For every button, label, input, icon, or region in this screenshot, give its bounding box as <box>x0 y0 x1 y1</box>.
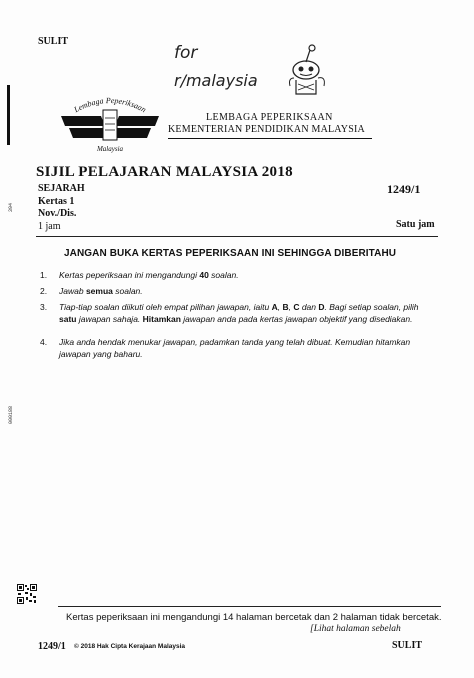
instruction-item: 2. Jawab semua soalan. <box>40 286 143 296</box>
instruction-number: 3. <box>40 302 48 312</box>
instruction-number: 2. <box>40 286 48 296</box>
sulit-label-top: SULIT <box>38 36 69 47</box>
side-serial-lower: 000188 <box>8 405 14 424</box>
exam-paper: Kertas 1 <box>38 196 75 207</box>
page-count-note: Kertas peperiksaan ini mengandungi 14 halaman bercetak dan 2 halaman tidak bercetak. <box>66 612 442 623</box>
exam-title: SIJIL PELAJARAN MALAYSIA 2018 <box>36 164 293 180</box>
exam-code: 1249/1 <box>387 182 421 196</box>
sulit-label-bottom: SULIT <box>392 640 423 651</box>
footer-exam-code: 1249/1 <box>38 641 66 652</box>
mascot-doodle-icon <box>286 42 332 98</box>
qr-code-icon <box>17 584 37 604</box>
exam-duration-numeric: 1 jam <box>38 221 61 232</box>
header-underline <box>168 138 372 139</box>
organization-ministry: KEMENTERIAN PENDIDIKAN MALAYSIA <box>168 124 365 135</box>
side-serial-upper: 394 <box>8 202 14 212</box>
instruction-item: 1. Kertas peperiksaan ini mengandungi 40 soalan. <box>40 270 239 280</box>
next-page-note: [Lihat halaman sebelah <box>310 624 401 634</box>
footer-copyright: © 2018 Hak Cipta Kerajaan Malaysia <box>74 643 186 650</box>
logo-bottom-text: Malaysia <box>96 145 124 153</box>
instruction-item: 4. Jika anda hendak menukar jawapan, padamkan tanda yang telah dibuat. Kemudian hitamkan jawapan yang baharu. <box>40 337 411 360</box>
logo-arc-text: Lembaga Peperiksaan <box>72 95 148 115</box>
organization-name: LEMBAGA PEPERIKSAAN <box>206 112 333 123</box>
warning-heading: JANGAN BUKA KERTAS PEPERIKSAAN INI SEHINGGA DIBERITAHU <box>64 248 397 259</box>
exam-session: Nov./Dis. <box>38 208 77 219</box>
instruction-item: 3. Tiap-tiap soalan diikuti oleh empat pilihan jawapan, iaitu A, B, C dan D. Bagi setiap soalan, pilih satu jawapan sahaja. Hitamkan jawapan anda pada kertas jawapan objektif yang disediakan. <box>40 302 419 325</box>
lembaga-peperiksaan-logo <box>55 92 165 156</box>
exam-subject: SEJARAH <box>38 183 85 194</box>
footer-divider <box>58 606 441 607</box>
divider-top <box>36 236 438 237</box>
instruction-number: 4. <box>40 337 48 347</box>
handwriting-line-1: for <box>174 43 198 63</box>
instruction-number: 1. <box>40 270 48 280</box>
scan-margin-bar <box>7 85 10 145</box>
handwriting-line-2: r/malaysia <box>174 71 258 90</box>
exam-duration-words: Satu jam <box>396 219 435 230</box>
